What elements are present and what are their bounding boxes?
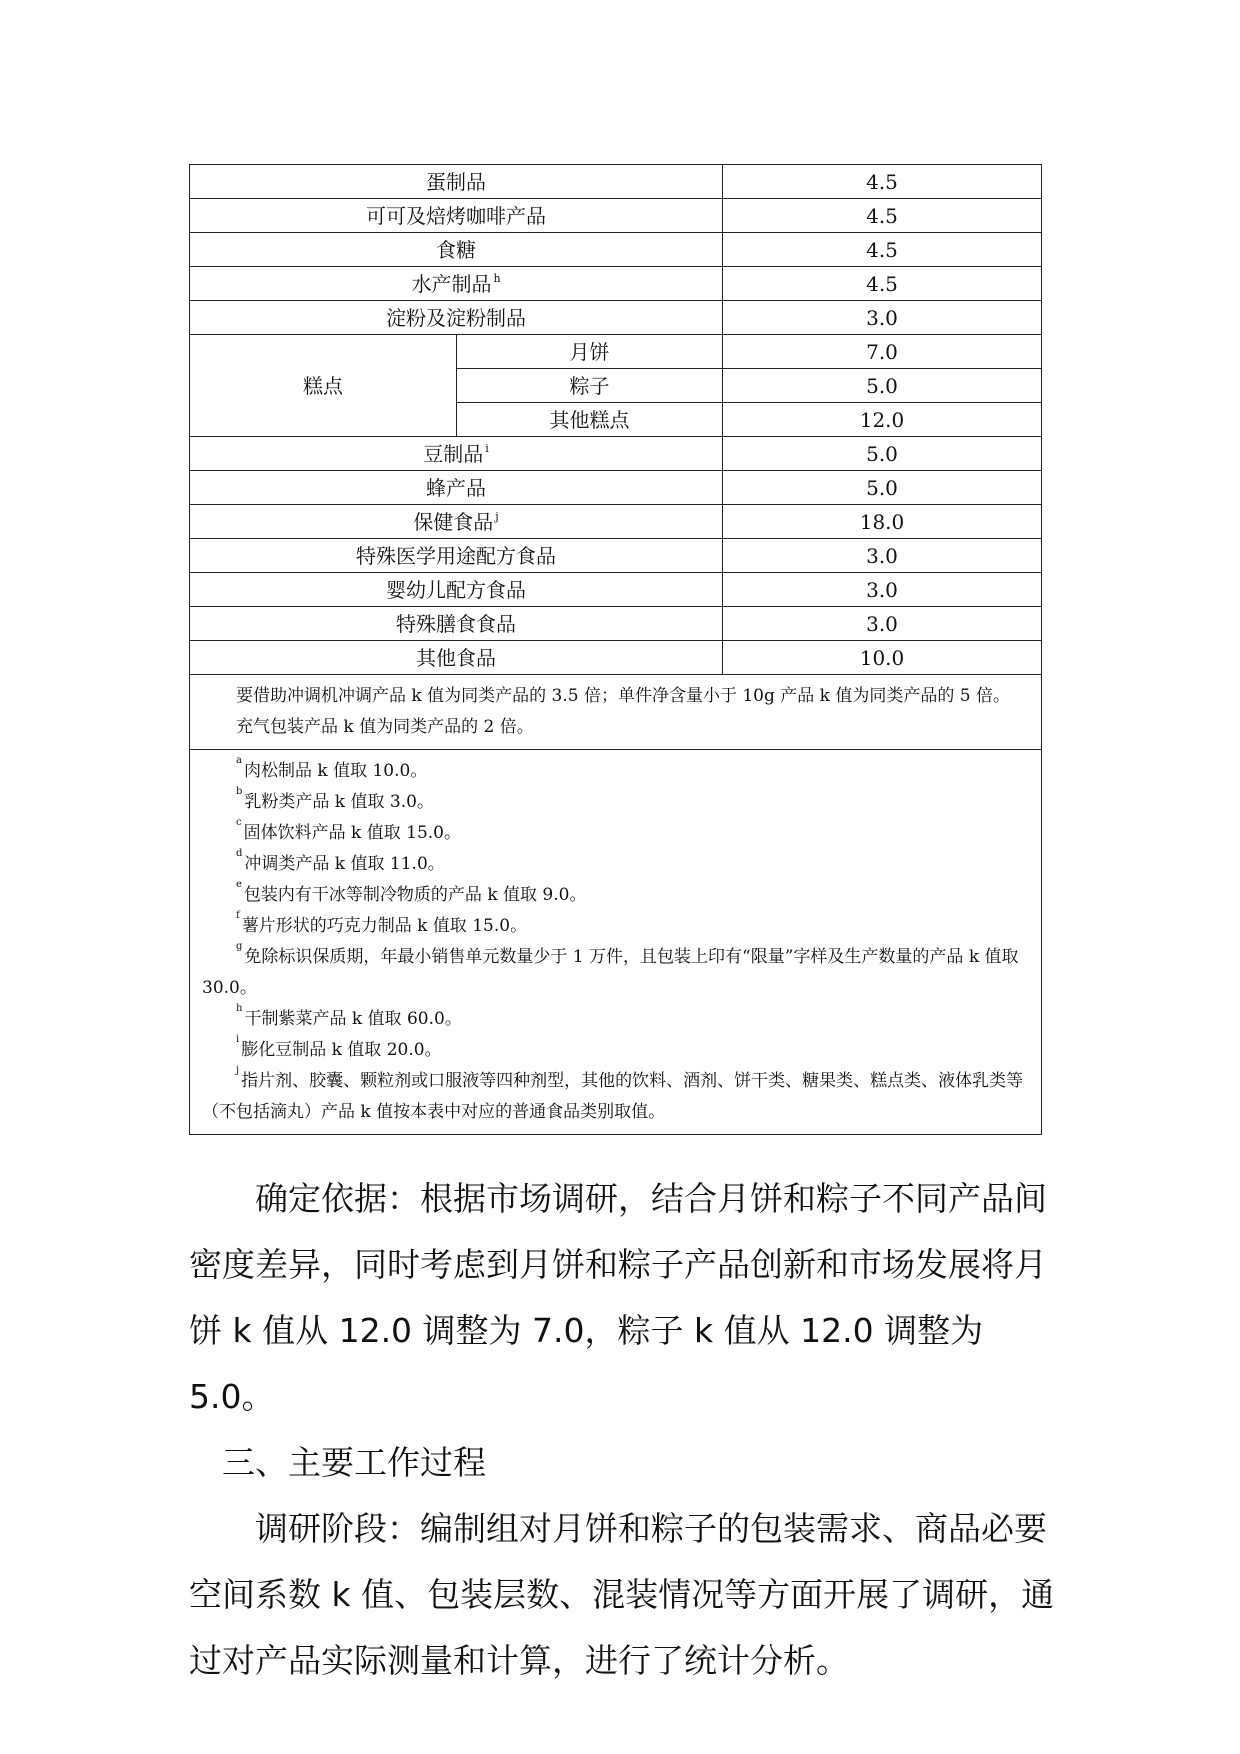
subcategory-cell: 粽子 <box>457 369 723 403</box>
category-cell: 特殊膳食食品 <box>190 607 723 641</box>
footnote: $^g$免除标识保质期，年最小销售单元数量少于 1 万件，且包装上印有“限量”字样及生产数量的产品 k 值取 30.0。 <box>202 941 1019 998</box>
footnote: $^d$冲调类产品 k 值取 11.0。 <box>236 848 445 874</box>
subcategory-cell: 其他糕点 <box>457 403 723 437</box>
k-value-cell: 10.0 <box>723 641 1042 675</box>
footnote-marker: j <box>236 1065 240 1076</box>
footnote: $^f$薯片形状的巧克力制品 k 值取 15.0。 <box>236 910 528 936</box>
k-value-cell: 4.5 <box>723 165 1042 199</box>
table-row <box>190 301 1042 335</box>
footnote-marker: e <box>236 879 242 890</box>
general-note: 要借助冲调机冲调产品 k 值为同类产品的 3.5 倍；单件净含量小于 10g 产品 k 值为同类产品的 5 倍。 <box>236 686 1011 706</box>
k-value-cell: 4.5 <box>723 233 1042 267</box>
footnote-marker: i <box>485 441 489 455</box>
table-row <box>190 641 1042 675</box>
cake-group-cell: 糕点 <box>190 335 457 437</box>
k-value-cell: 4.5 <box>723 267 1042 301</box>
table-row <box>190 165 1042 199</box>
k-value-cell: 12.0 <box>723 403 1042 437</box>
k-value-cell: 5.0 <box>723 437 1042 471</box>
footnote: $^i$膨化豆制品 k 值取 20.0。 <box>236 1034 442 1060</box>
footnote: $^a$肉松制品 k 值取 10.0。 <box>236 755 428 781</box>
footnote-marker: c <box>236 817 242 828</box>
footnote-marker: h <box>493 271 501 285</box>
footnote: $^h$干制紫菜产品 k 值取 60.0。 <box>236 1003 462 1029</box>
footnote-marker: j <box>495 509 499 523</box>
table-row <box>190 607 1042 641</box>
k-value-cell: 7.0 <box>723 335 1042 369</box>
k-value-cell: 3.0 <box>723 539 1042 573</box>
table-row <box>190 267 1042 301</box>
general-notes-cell <box>190 675 1042 750</box>
k-value-cell: 18.0 <box>723 505 1042 539</box>
footnotes-cell <box>190 750 1042 1135</box>
k-value-cell: 5.0 <box>723 471 1042 505</box>
footnote-marker: b <box>236 786 243 797</box>
table-row <box>190 335 1042 369</box>
table-row <box>190 199 1042 233</box>
footnote: $^e$包装内有干冰等制冷物质的产品 k 值取 9.0。 <box>236 879 587 905</box>
subcategory-cell: 月饼 <box>457 335 723 369</box>
footnote: $^c$固体饮料产品 k 值取 15.0。 <box>236 817 461 843</box>
category-cell: 水产制品 $^h$ <box>190 267 723 301</box>
category-cell: 豆制品 $^i$ <box>190 437 723 471</box>
footnote-marker: a <box>236 755 242 766</box>
general-notes-row <box>190 675 1042 750</box>
category-cell: 其他食品 <box>190 641 723 675</box>
category-cell: 保健食品 $^j$ <box>190 505 723 539</box>
basis-paragraph: 确定依据：根据市场调研，结合月饼和粽子不同产品间密度差异，同时考虑到月饼和粽子产品创新和市场发展将月饼 k 值从 12.0 调整为 7.0，粽子 k 值从 12.0 调整为 5.0。 <box>189 1179 1047 1416</box>
footnote-marker: d <box>236 848 243 859</box>
k-value-cell: 3.0 <box>723 607 1042 641</box>
body-text <box>189 1166 1059 1694</box>
table-row <box>190 471 1042 505</box>
category-cell: 淀粉及淀粉制品 <box>190 301 723 335</box>
k-value-cell: 3.0 <box>723 301 1042 335</box>
category-cell: 可可及焙烤咖啡产品 <box>190 199 723 233</box>
table-row <box>190 505 1042 539</box>
section-heading: 三、主要工作过程 <box>222 1443 486 1482</box>
footnote-marker: g <box>236 941 243 952</box>
research-paragraph: 调研阶段：编制组对月饼和粽子的包装需求、商品必要空间系数 k 值、包装层数、混装情况等方面开展了调研，通过对产品实际测量和计算，进行了统计分析。 <box>189 1509 1055 1680</box>
k-value-cell: 4.5 <box>723 199 1042 233</box>
general-note: 充气包装产品 k 值为同类产品的 2 倍。 <box>236 717 534 737</box>
table-row <box>190 437 1042 471</box>
table-row <box>190 573 1042 607</box>
footnote: $^j$指片剂、胶囊、颗粒剂或口服液等四种剂型，其他的饮料、酒剂、饼干类、糖果类、糕点类、液体乳类等（不包括滴丸）产品 k 值按本表中对应的普通食品类别取值。 <box>202 1065 1024 1122</box>
k-value-cell: 5.0 <box>723 369 1042 403</box>
k-value-cell: 3.0 <box>723 573 1042 607</box>
category-cell: 食糖 <box>190 233 723 267</box>
category-cell: 蜂产品 <box>190 471 723 505</box>
table-row <box>190 539 1042 573</box>
footnote: $^b$乳粉类产品 k 值取 3.0。 <box>236 786 434 812</box>
footnotes-row <box>190 750 1042 1135</box>
table-row <box>190 233 1042 267</box>
k-value-table <box>189 164 1042 1135</box>
footnote-marker: f <box>236 910 240 921</box>
footnote-marker: i <box>236 1034 240 1045</box>
footnote-marker: h <box>236 1003 243 1014</box>
category-cell: 蛋制品 <box>190 165 723 199</box>
category-cell: 婴幼儿配方食品 <box>190 573 723 607</box>
category-cell: 特殊医学用途配方食品 <box>190 539 723 573</box>
